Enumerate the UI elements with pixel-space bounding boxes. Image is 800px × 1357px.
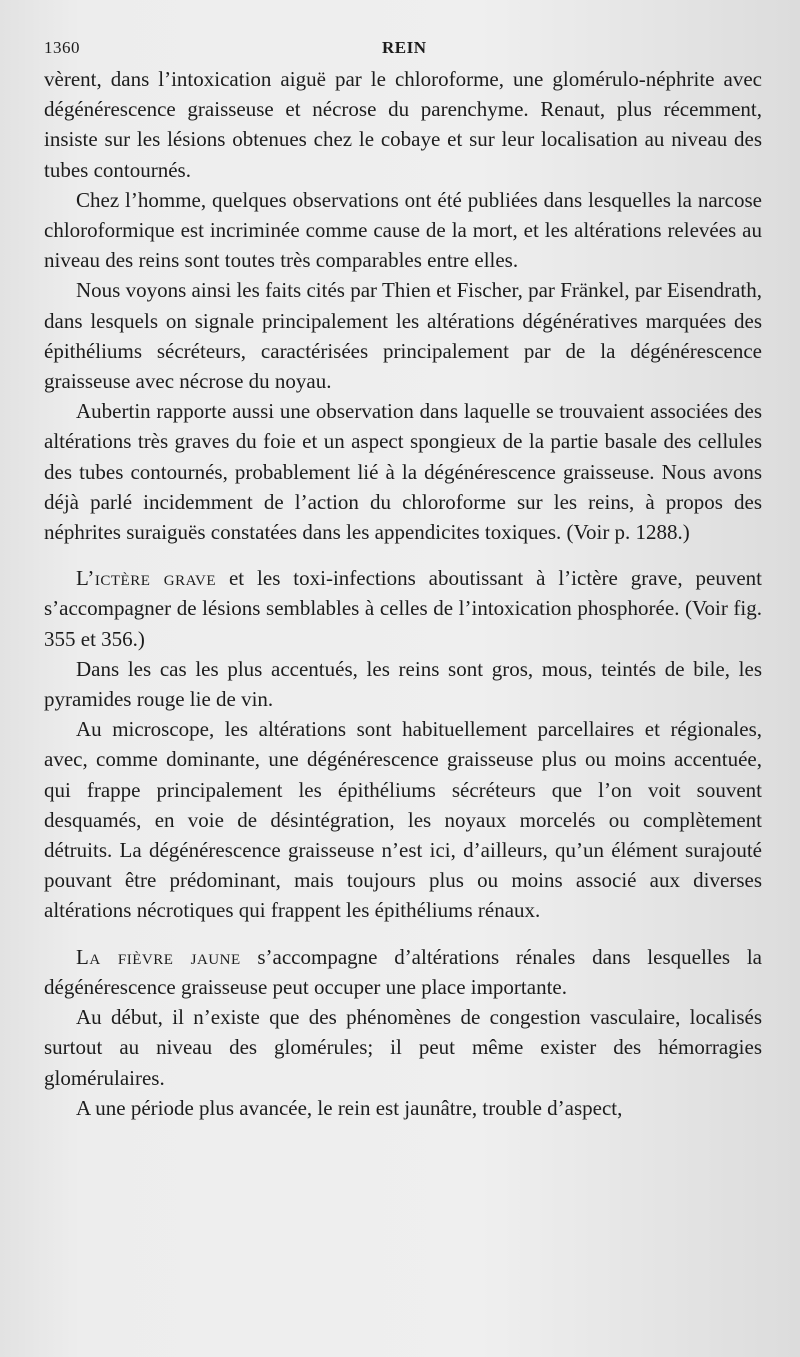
body-text	[44, 64, 762, 1123]
paragraph: Chez l’homme, quelques observations ont été publiées dans lesquelles la narcose chloroformique est incriminée comme cause de la mort, et les altérations relevées au niveau des reins sont toutes très comparables entre elles.	[44, 187, 762, 273]
section-lead-term: L’ictère grave	[76, 566, 217, 591]
paragraph: Au microscope, les altérations sont habituellement parcellaires et régionales, avec, comme dominante, une dégénérescence graisseuse plus ou moins accentuée, qui frappe principalement les épithéliums sécréteurs que l’on voit souvent desquamés, en voie de désintégration, les noyaux morcelés ou complètement détruits. La dégénérescence graisseuse n’est ici, d’ailleurs, qu’un élément surajouté pouvant être prédominant, mais toujours plus ou moins associé aux diverses altérations nécrotiques qui frappent les épithéliums rénaux.	[44, 717, 762, 923]
running-head	[44, 34, 762, 64]
paragraph: Nous voyons ainsi les faits cités par Thien et Fischer, par Fränkel, par Eisendrath, dans lesquels on signale principalement les altérations dégénératives marquées des épithéliums sécréteurs, caractérisées principalement par de la dégénérescence graisseuse avec nécrose du noyau.	[44, 278, 762, 394]
paragraph-icterus-section	[44, 563, 762, 654]
paragraph-text: et les toxi-infections aboutissant à l’ictère grave, peuvent s’accompagner de lésions semblables à celles de l’intoxication phosphorée. (Voir fig. 355 et 356.)	[44, 566, 762, 651]
section-lead-term: La fièvre jaune	[76, 944, 241, 969]
paragraph-yellow-fever-section	[44, 942, 762, 1002]
paragraph: Aubertin rapporte aussi une observation dans laquelle se trouvaient associées des altérations très graves du foie et un aspect spongieux de la partie basale des cellules des tubes contournés, probablement lié à la dégénérescence graisseuse. Nous avons déjà parlé incidemment de l’action du chloroforme sur les reins, à propos des néphrites suraiguës constatées dans les appendicites toxiques. (Voir p. 1288.)	[44, 399, 762, 545]
paragraph: Dans les cas les plus accentués, les reins sont gros, mous, teintés de bile, les pyramides rouge lie de vin.	[44, 656, 762, 712]
paragraph-continues: A une période plus avancée, le rein est jaunâtre, trouble d’aspect,	[76, 1095, 623, 1120]
paragraph-continued: vèrent, dans l’intoxication aiguë par le chloroforme, une glomérulo-néphrite avec dégénérescence graisseuse et nécrose du parenchyme. Renaut, plus récemment, insiste sur les lésions obtenues chez le cobaye et sur leur localisation au niveau des tubes contournés.	[44, 67, 762, 182]
paragraph-text: s’accompagne d’altérations rénales dans lesquelles la dégénérescence graisseuse peut occuper une place importante.	[44, 944, 762, 999]
page-number: 1360	[44, 38, 80, 57]
header-title: REIN	[382, 38, 427, 57]
paragraph: Au début, il n’existe que des phénomènes de congestion vasculaire, localisés surtout au niveau des glomérules; il peut même exister des hémorragies glomérulaires.	[44, 1005, 762, 1090]
